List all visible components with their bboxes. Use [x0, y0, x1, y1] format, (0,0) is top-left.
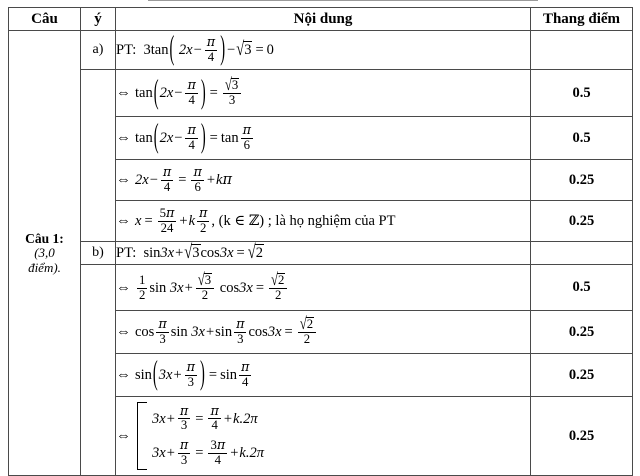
frag-3x: 3x: [191, 324, 205, 341]
paren-open: (: [169, 30, 175, 69]
frag-pt-label: PT:: [116, 245, 137, 261]
frag-equals: =: [236, 245, 245, 261]
equation-system: [137, 402, 264, 470]
cell-score-b-step3: 0.25: [531, 354, 633, 397]
frag-k-dot-2pi: k.2π: [233, 410, 258, 427]
frag-minus: −: [149, 171, 158, 188]
fraction-pi-over-3: $\frac{\pi}{3}$: [158, 317, 167, 346]
table-row: [9, 31, 633, 70]
frag-semicolon: ;: [267, 212, 272, 229]
frag-equals: =: [209, 85, 218, 102]
cell-content-b-statement: [116, 242, 531, 265]
fraction-sqrt2-over-2: $\frac{√2}{2}$: [298, 317, 316, 346]
cell-part-b-spacer: [81, 265, 116, 476]
frag-plus: +: [166, 410, 175, 427]
fraction-pi-over-4: $\frac{\pi}{4}$: [187, 122, 196, 152]
sqrt-2: √2: [271, 269, 285, 289]
fraction-pi-over-2: $\frac{\pi}{2}$: [199, 205, 208, 235]
frag-sin: sin: [149, 279, 167, 296]
frag-tan2: tan: [220, 129, 239, 146]
frag-coef3: 3: [143, 41, 151, 58]
paren-close: ): [200, 118, 206, 157]
frag-zero: 0: [266, 41, 274, 58]
frag-3x: 3x: [160, 245, 175, 261]
frag-sin: sin: [170, 324, 188, 341]
frag-iff: ⇔: [116, 171, 131, 188]
sqrt-3: √3: [224, 75, 239, 95]
cell-content-b-step3: [116, 354, 531, 397]
frag-plus: +: [206, 171, 216, 188]
paren-close: ): [220, 30, 226, 69]
frag-cos: cos: [200, 245, 220, 261]
frag-equals: =: [195, 410, 204, 427]
frag-2x: 2x: [159, 129, 174, 146]
frag-iff: ⇔: [116, 427, 131, 444]
header-cau: Câu: [9, 8, 81, 31]
frag-2x: 2x: [159, 85, 174, 102]
frag-tan: tan: [135, 85, 153, 102]
frag-plus: +: [173, 366, 182, 383]
cell-question-label: [9, 31, 81, 476]
table-header-row: [9, 8, 633, 31]
frag-2x: 2x: [135, 171, 149, 188]
cell-part-b: b): [81, 242, 116, 265]
frag-3x: 3x: [158, 366, 173, 383]
fraction-sqrt3-over-2: $\frac{√3}{2}$: [196, 273, 214, 302]
cell-score-b-step1: 0.5: [531, 265, 633, 311]
frag-minus: −: [193, 41, 202, 58]
frag-k-dot-2pi: k.2π: [239, 444, 264, 461]
frag-cos2: cos: [248, 324, 268, 341]
frag-cos: cos: [135, 324, 155, 341]
fraction-5pi-over-24: $\frac{5\pi}{24}$: [159, 205, 175, 235]
cell-content-b-step2: [116, 311, 531, 354]
fraction-pi-over-3: $\frac{\pi}{3}$: [179, 403, 189, 433]
fraction-1-over-2: $\frac{1}{2}$: [139, 272, 146, 302]
square-bracket-icon: [137, 402, 147, 470]
frag-equals: =: [144, 212, 153, 229]
fraction-pi-over-4: $\frac{\pi}{4}$: [240, 359, 250, 389]
frag-3x: 3x: [152, 444, 166, 461]
frag-pt-label: PT:: [116, 41, 137, 58]
cell-score-a-step2: 0.5: [531, 117, 633, 160]
question-title: Câu 1:: [25, 230, 64, 246]
frag-k-in-z: (k ∈ ℤ): [218, 212, 265, 229]
frag-iff: ⇔: [116, 85, 131, 102]
paren-close: ): [200, 74, 206, 112]
table-row: [9, 242, 633, 265]
sqrt-3: √3: [184, 241, 200, 264]
sqrt-3: √3: [197, 269, 212, 289]
frag-iff: ⇔: [116, 212, 131, 229]
fraction-pi-over-4: $\frac{\pi}{4}$: [187, 78, 196, 107]
system-equation-2: [152, 436, 264, 470]
cell-score-a-statement: [531, 31, 633, 70]
frag-k: k: [188, 212, 196, 229]
header-noi-dung: Nội dung: [116, 8, 531, 31]
cut-off-rule-above-table: [148, 0, 538, 1]
fraction-3pi-over-4: $\frac{3\pi}{4}$: [210, 438, 226, 467]
sqrt-2: √2: [299, 314, 314, 334]
cell-content-a-step1: [116, 70, 531, 117]
frag-3x: 3x: [169, 279, 184, 296]
question-points-line1: (3,0: [34, 245, 55, 260]
table-row: [9, 265, 633, 311]
cell-part-a: a): [81, 31, 116, 70]
frag-minus: −: [174, 129, 183, 146]
frag-equals: =: [255, 279, 265, 296]
grading-rubric-table: [8, 7, 633, 476]
cell-content-a-statement: [116, 31, 531, 70]
frag-plus2: +: [230, 444, 239, 461]
sqrt-2: √2: [247, 241, 263, 264]
frag-equals: =: [195, 444, 204, 461]
question-points-line2: điểm).: [28, 259, 61, 275]
fraction-sqrt2-over-2: $\frac{√2}{2}$: [269, 273, 287, 302]
table-row: [9, 70, 633, 117]
frag-comma: ,: [211, 212, 216, 229]
frag-iff: ⇔: [116, 129, 131, 146]
frag-tail-note: là họ nghiệm của PT: [275, 212, 396, 229]
header-thang-diem: Thang điểm: [531, 8, 633, 31]
frag-sin: sin: [135, 366, 152, 383]
frag-tan: tan: [135, 129, 153, 146]
frag-k: k: [216, 171, 223, 188]
frag-plus2: +: [223, 410, 233, 427]
frag-x: x: [135, 212, 142, 229]
header-y: ý: [81, 8, 116, 31]
frag-3x: 3x: [219, 245, 234, 261]
frag-minus: −: [174, 85, 183, 102]
frag-3x: 3x: [267, 324, 282, 341]
paren-open: (: [153, 74, 159, 112]
frag-iff: ⇔: [116, 279, 131, 296]
cell-score-a-step3: 0.25: [531, 160, 633, 201]
cell-score-a-step4: 0.25: [531, 201, 633, 242]
paren-open: (: [152, 355, 158, 394]
cell-content-a-step4: [116, 201, 531, 242]
frag-equals: =: [178, 171, 187, 188]
frag-3x: 3x: [152, 410, 166, 427]
fraction-pi-over-3: $\frac{\pi}{3}$: [236, 317, 245, 346]
cell-score-a-step1: 0.5: [531, 70, 633, 117]
frag-plus: +: [184, 279, 193, 296]
frag-sin2: sin: [220, 366, 237, 383]
fraction-pi-over-3: $\frac{\pi}{3}$: [179, 438, 189, 467]
paren-open: (: [153, 118, 159, 157]
frag-tan: tan: [150, 41, 169, 58]
system-equation-1: [152, 402, 264, 436]
frag-equals: =: [255, 41, 264, 58]
frag-plus: +: [179, 212, 188, 229]
cell-score-b-step2: 0.25: [531, 311, 633, 354]
fraction-pi-over-3: $\frac{\pi}{3}$: [186, 359, 196, 389]
frag-equals: =: [209, 129, 218, 146]
cell-content-b-step1: [116, 265, 531, 311]
frag-plus: +: [166, 444, 175, 461]
fraction-sqrt3-over-3: $\frac{√3}{3}$: [223, 78, 241, 107]
frag-equals: =: [208, 366, 218, 383]
fraction-pi-over-6: $\frac{\pi}{6}$: [242, 122, 251, 152]
frag-cos: cos: [219, 279, 240, 296]
frag-iff: ⇔: [116, 324, 131, 341]
cell-content-a-step2: [116, 117, 531, 160]
frag-iff: ⇔: [116, 366, 131, 383]
frag-equals: =: [284, 324, 293, 341]
frag-3x: 3x: [239, 279, 253, 296]
cell-score-b-statement: [531, 242, 633, 265]
fraction-pi-over-4: $\frac{\pi}{4}$: [162, 164, 172, 194]
frag-sin: sin: [143, 245, 161, 261]
frag-2x: 2x: [178, 41, 193, 58]
cell-content-a-step3: [116, 160, 531, 201]
fraction-pi-over-4: $\frac{\pi}{4}$: [206, 34, 216, 64]
frag-plus: +: [205, 324, 215, 341]
fraction-pi-over-4: $\frac{\pi}{4}$: [210, 403, 219, 433]
cell-part-a-spacer: [81, 70, 116, 242]
sqrt-3: √3: [236, 38, 252, 61]
paren-close: ): [200, 355, 205, 394]
fraction-pi-over-6: $\frac{\pi}{6}$: [193, 164, 202, 194]
frag-plus: +: [175, 245, 184, 261]
frag-sin2: sin: [215, 324, 233, 341]
frag-minus2: −: [227, 41, 236, 58]
frag-pi: π: [222, 171, 232, 188]
cell-score-b-step4: 0.25: [531, 397, 633, 476]
